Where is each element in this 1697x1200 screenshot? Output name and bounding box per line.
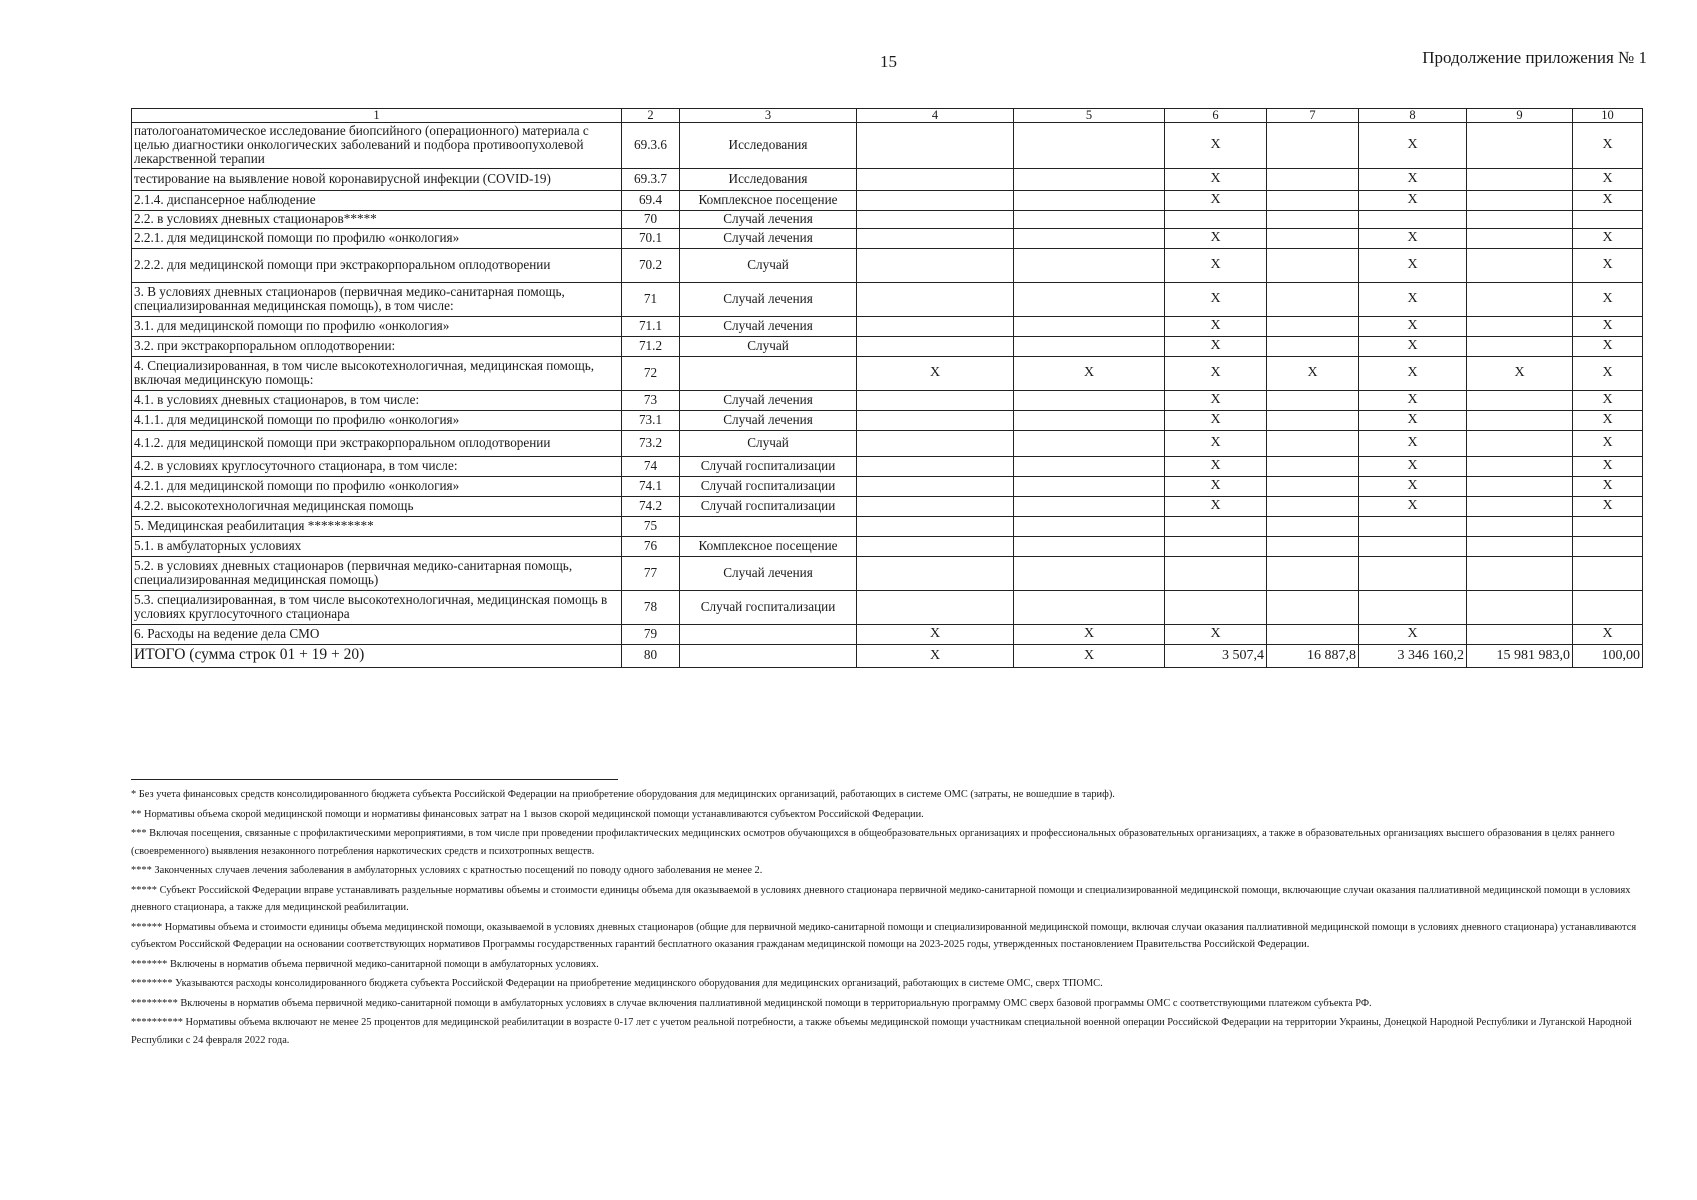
cell-c9 — [1467, 516, 1573, 536]
row-label: 6. Расходы на ведение дела СМО — [132, 624, 622, 644]
cell-c10 — [1573, 536, 1643, 556]
cell-c7 — [1267, 536, 1359, 556]
footnote: ****** Нормативы объема и стоимости единицы объема медицинской помощи, оказываемой в условиях дневных стационаров (общие для первичной медико-санитарной помощи и специализированной медицинской помощи, включая случаи оказания паллиативной медицинской помощи в условиях дневного стационара) устанавливаются субъектом Российской Федерации на основании соответствующих нормативов Программы государственных гарантий бесплатного оказания гражданам медицинской помощи на 2023-2025 годы, утвержденных постановлением Правительства Российской Федерации. — [131, 921, 1637, 950]
column-header: 6 — [1165, 109, 1267, 123]
row-label: 2.2.2. для медицинской помощи при экстракорпоральном оплодотворении — [132, 248, 622, 282]
cell-c4 — [857, 390, 1014, 410]
cell-c7 — [1267, 228, 1359, 248]
cell-c7 — [1267, 496, 1359, 516]
cell-c7 — [1267, 210, 1359, 228]
cell-c9 — [1467, 210, 1573, 228]
cell-c6: X — [1165, 248, 1267, 282]
cell-c6: X — [1165, 168, 1267, 190]
cell-c6: X — [1165, 356, 1267, 390]
row-number: 73.1 — [622, 410, 680, 430]
cell-c4 — [857, 248, 1014, 282]
cell-c5 — [1014, 168, 1165, 190]
cell-c8: X — [1359, 122, 1467, 168]
footnote: ********* Включены в норматив объема первичной медико-санитарной помощи в амбулаторных условиях в случае включения паллиативной медицинской помощи в территориальную программу ОМС сверх базовой программы ОМС с соответствующими платежом субъекта РФ. — [131, 997, 1372, 1009]
cell-c9 — [1467, 624, 1573, 644]
data-table — [131, 108, 1643, 668]
cell-c5 — [1014, 210, 1165, 228]
cell-c5 — [1014, 282, 1165, 316]
row-unit: Случай — [680, 248, 857, 282]
row-unit: Случай лечения — [680, 316, 857, 336]
cell-c8: X — [1359, 476, 1467, 496]
row-unit: Случай лечения — [680, 282, 857, 316]
cell-c8 — [1359, 536, 1467, 556]
cell-c6: X — [1165, 228, 1267, 248]
cell-c7 — [1267, 190, 1359, 210]
table-row — [132, 356, 1643, 390]
cell-c4 — [857, 228, 1014, 248]
row-unit: Случай лечения — [680, 210, 857, 228]
cell-c9 — [1467, 122, 1573, 168]
row-number: 71.1 — [622, 316, 680, 336]
row-number: 75 — [622, 516, 680, 536]
row-number: 72 — [622, 356, 680, 390]
row-number: 78 — [622, 590, 680, 624]
cell-c6 — [1165, 536, 1267, 556]
row-unit: Исследования — [680, 122, 857, 168]
row-label: ИТОГО (сумма строк 01 + 19 + 20) — [132, 644, 622, 667]
cell-c9 — [1467, 456, 1573, 476]
table-row — [132, 516, 1643, 536]
cell-c7: X — [1267, 356, 1359, 390]
cell-c5: X — [1014, 624, 1165, 644]
row-label: 5.2. в условиях дневных стационаров (первичная медико-санитарная помощь, специализированная медицинская помощь) — [132, 556, 622, 590]
cell-c8: X — [1359, 228, 1467, 248]
cell-c6 — [1165, 590, 1267, 624]
row-label: 4.1.2. для медицинской помощи при экстракорпоральном оплодотворении — [132, 430, 622, 456]
cell-c8: 3 346 160,2 — [1359, 644, 1467, 667]
column-header: 7 — [1267, 109, 1359, 123]
cell-c5 — [1014, 390, 1165, 410]
cell-c4 — [857, 210, 1014, 228]
cell-c10: X — [1573, 476, 1643, 496]
cell-c10: X — [1573, 356, 1643, 390]
cell-c6 — [1165, 556, 1267, 590]
cell-c10: X — [1573, 316, 1643, 336]
cell-c7 — [1267, 168, 1359, 190]
row-unit — [680, 356, 857, 390]
cell-c4 — [857, 590, 1014, 624]
cell-c8: X — [1359, 316, 1467, 336]
row-label: 4.1.1. для медицинской помощи по профилю «онкология» — [132, 410, 622, 430]
cell-c8 — [1359, 556, 1467, 590]
cell-c7 — [1267, 590, 1359, 624]
cell-c9: 15 981 983,0 — [1467, 644, 1573, 667]
cell-c6: X — [1165, 336, 1267, 356]
cell-c10 — [1573, 210, 1643, 228]
table-row — [132, 624, 1643, 644]
cell-c6: X — [1165, 496, 1267, 516]
row-number: 73 — [622, 390, 680, 410]
cell-c9 — [1467, 476, 1573, 496]
cell-c4 — [857, 410, 1014, 430]
row-label: 3.2. при экстракорпоральном оплодотворении: — [132, 336, 622, 356]
cell-c7 — [1267, 556, 1359, 590]
cell-c5 — [1014, 476, 1165, 496]
cell-c7 — [1267, 430, 1359, 456]
row-number: 71.2 — [622, 336, 680, 356]
row-unit: Случай лечения — [680, 390, 857, 410]
row-label: 4.1. в условиях дневных стационаров, в том числе: — [132, 390, 622, 410]
cell-c10: X — [1573, 410, 1643, 430]
cell-c5: X — [1014, 644, 1165, 667]
cell-c5 — [1014, 190, 1165, 210]
row-label: 3.1. для медицинской помощи по профилю «онкология» — [132, 316, 622, 336]
row-number: 69.3.6 — [622, 122, 680, 168]
cell-c9 — [1467, 336, 1573, 356]
cell-c4 — [857, 168, 1014, 190]
cell-c9 — [1467, 228, 1573, 248]
row-number: 80 — [622, 644, 680, 667]
row-unit: Случай госпитализации — [680, 476, 857, 496]
cell-c7 — [1267, 456, 1359, 476]
table-row — [132, 122, 1643, 168]
cell-c7 — [1267, 390, 1359, 410]
cell-c8: X — [1359, 336, 1467, 356]
cell-c5 — [1014, 316, 1165, 336]
cell-c10 — [1573, 590, 1643, 624]
footnote: **** Законченных случаев лечения заболевания в амбулаторных условиях с кратностью посещений по поводу одного заболевания не менее 2. — [131, 865, 763, 876]
row-number: 70.1 — [622, 228, 680, 248]
row-label: 4.2.1. для медицинской помощи по профилю «онкология» — [132, 476, 622, 496]
table-row — [132, 556, 1643, 590]
row-unit: Случай — [680, 430, 857, 456]
table-row — [132, 336, 1643, 356]
table-row — [132, 390, 1643, 410]
cell-c10: X — [1573, 282, 1643, 316]
table-header-row — [132, 109, 1643, 123]
cell-c10: X — [1573, 190, 1643, 210]
row-unit: Комплексное посещение — [680, 536, 857, 556]
cell-c10: X — [1573, 336, 1643, 356]
cell-c9 — [1467, 168, 1573, 190]
cell-c4 — [857, 336, 1014, 356]
cell-c9 — [1467, 282, 1573, 316]
cell-c7 — [1267, 316, 1359, 336]
row-unit — [680, 624, 857, 644]
cell-c10: X — [1573, 390, 1643, 410]
cell-c6 — [1165, 516, 1267, 536]
cell-c10 — [1573, 516, 1643, 536]
cell-c9 — [1467, 536, 1573, 556]
row-number: 76 — [622, 536, 680, 556]
cell-c6: X — [1165, 190, 1267, 210]
cell-c10: X — [1573, 248, 1643, 282]
cell-c9 — [1467, 190, 1573, 210]
table-row — [132, 430, 1643, 456]
table-row — [132, 476, 1643, 496]
row-unit — [680, 644, 857, 667]
cell-c5 — [1014, 228, 1165, 248]
cell-c4 — [857, 430, 1014, 456]
row-label: 5. Медицинская реабилитация ********** — [132, 516, 622, 536]
cell-c8: X — [1359, 496, 1467, 516]
row-unit: Случай госпитализации — [680, 496, 857, 516]
cell-c9 — [1467, 430, 1573, 456]
cell-c5 — [1014, 410, 1165, 430]
page-number: 15 — [880, 52, 897, 71]
cell-c5 — [1014, 122, 1165, 168]
row-unit: Случай лечения — [680, 410, 857, 430]
cell-c7 — [1267, 476, 1359, 496]
row-number: 70.2 — [622, 248, 680, 282]
row-number: 74.1 — [622, 476, 680, 496]
cell-c8: X — [1359, 430, 1467, 456]
row-number: 69.4 — [622, 190, 680, 210]
appendix-label: Продолжение приложения № 1 — [1422, 48, 1647, 67]
cell-c6: 3 507,4 — [1165, 644, 1267, 667]
footnote-divider — [131, 779, 618, 780]
row-number: 73.2 — [622, 430, 680, 456]
cell-c8: X — [1359, 248, 1467, 282]
cell-c4: X — [857, 644, 1014, 667]
row-label: 3. В условиях дневных стационаров (первичная медико-санитарная помощь, специализированная медицинская помощь), в том числе: — [132, 282, 622, 316]
row-label: 2.1.4. диспансерное наблюдение — [132, 190, 622, 210]
row-label: 4.2.2. высокотехнологичная медицинская помощь — [132, 496, 622, 516]
cell-c8 — [1359, 516, 1467, 536]
table-row — [132, 316, 1643, 336]
cell-c4 — [857, 516, 1014, 536]
row-unit: Случай лечения — [680, 556, 857, 590]
row-number: 69.3.7 — [622, 168, 680, 190]
table-row — [132, 248, 1643, 282]
cell-c8: X — [1359, 356, 1467, 390]
row-unit: Случай лечения — [680, 228, 857, 248]
cell-c10: X — [1573, 456, 1643, 476]
cell-c10: X — [1573, 430, 1643, 456]
cell-c8 — [1359, 210, 1467, 228]
cell-c7 — [1267, 336, 1359, 356]
cell-c7 — [1267, 410, 1359, 430]
cell-c8: X — [1359, 282, 1467, 316]
footnote: ******** Указываются расходы консолидированного бюджета субъекта Российской Федерации на приобретение медицинского оборудования для медицинских организаций, работающих в системе ОМС, сверх ТПОМС. — [131, 978, 1103, 989]
column-header: 3 — [680, 109, 857, 123]
cell-c5 — [1014, 430, 1165, 456]
row-number: 79 — [622, 624, 680, 644]
cell-c7 — [1267, 248, 1359, 282]
cell-c4 — [857, 316, 1014, 336]
cell-c4 — [857, 190, 1014, 210]
cell-c6: X — [1165, 390, 1267, 410]
row-label: 4. Специализированная, в том числе высокотехнологичная, медицинская помощь, включая медицинскую помощь: — [132, 356, 622, 390]
cell-c5 — [1014, 496, 1165, 516]
row-unit: Случай госпитализации — [680, 456, 857, 476]
cell-c5 — [1014, 336, 1165, 356]
cell-c7 — [1267, 282, 1359, 316]
table-row — [132, 210, 1643, 228]
row-number: 74 — [622, 456, 680, 476]
cell-c5 — [1014, 456, 1165, 476]
cell-c7: 16 887,8 — [1267, 644, 1359, 667]
cell-c5: X — [1014, 356, 1165, 390]
column-header: 5 — [1014, 109, 1165, 123]
cell-c8: X — [1359, 190, 1467, 210]
cell-c8: X — [1359, 410, 1467, 430]
cell-c10: X — [1573, 122, 1643, 168]
cell-c6: X — [1165, 430, 1267, 456]
cell-c9: X — [1467, 356, 1573, 390]
cell-c6: X — [1165, 410, 1267, 430]
row-number: 71 — [622, 282, 680, 316]
column-header: 4 — [857, 109, 1014, 123]
row-number: 74.2 — [622, 496, 680, 516]
cell-c10: X — [1573, 496, 1643, 516]
cell-c4 — [857, 556, 1014, 590]
table-row — [132, 410, 1643, 430]
cell-c9 — [1467, 556, 1573, 590]
cell-c6: X — [1165, 476, 1267, 496]
footnote: ********** Нормативы объема включают не менее 25 процентов для медицинской реабилитации в возрасте 0-17 лет с учетом реальной потребности, а также объемы медицинской помощи участникам специальной военной операции Российской Федерации на территории Украины, Донецкой Народной Республики и Луганской Народной Республики с 24 февраля 2022 года. — [131, 1017, 1632, 1046]
cell-c4 — [857, 496, 1014, 516]
table-row — [132, 590, 1643, 624]
cell-c9 — [1467, 316, 1573, 336]
cell-c7 — [1267, 624, 1359, 644]
table-row — [132, 190, 1643, 210]
row-label: 2.2. в условиях дневных стационаров***** — [132, 210, 622, 228]
cell-c4 — [857, 122, 1014, 168]
cell-c9 — [1467, 248, 1573, 282]
cell-c10: X — [1573, 624, 1643, 644]
cell-c8: X — [1359, 390, 1467, 410]
cell-c8: X — [1359, 168, 1467, 190]
cell-c5 — [1014, 556, 1165, 590]
table-row — [132, 168, 1643, 190]
row-unit: Комплексное посещение — [680, 190, 857, 210]
cell-c10: 100,00 — [1573, 644, 1643, 667]
table-row — [132, 228, 1643, 248]
row-label: 5.3. специализированная, в том числе высокотехнологичная, медицинская помощь в условиях круглосуточного стационара — [132, 590, 622, 624]
column-header: 10 — [1573, 109, 1643, 123]
cell-c10 — [1573, 556, 1643, 590]
row-number: 70 — [622, 210, 680, 228]
cell-c6: X — [1165, 282, 1267, 316]
cell-c4 — [857, 476, 1014, 496]
cell-c8 — [1359, 590, 1467, 624]
row-label: тестирование на выявление новой коронавирусной инфекции (COVID-19) — [132, 168, 622, 190]
cell-c5 — [1014, 516, 1165, 536]
cell-c10: X — [1573, 228, 1643, 248]
row-label: 2.2.1. для медицинской помощи по профилю «онкология» — [132, 228, 622, 248]
cell-c7 — [1267, 122, 1359, 168]
table-row — [132, 282, 1643, 316]
row-label: 4.2. в условиях круглосуточного стационара, в том числе: — [132, 456, 622, 476]
footnote: ******* Включены в норматив объема первичной медико-санитарной помощи в амбулаторных условиях. — [131, 958, 599, 970]
cell-c4: X — [857, 356, 1014, 390]
row-number: 77 — [622, 556, 680, 590]
cell-c6 — [1165, 210, 1267, 228]
cell-c9 — [1467, 390, 1573, 410]
cell-c4 — [857, 456, 1014, 476]
cell-c4 — [857, 282, 1014, 316]
cell-c8: X — [1359, 456, 1467, 476]
footnote: * Без учета финансовых средств консолидированного бюджета субъекта Российской Федерации на приобретение оборудования для медицинских организаций, работающих в системе ОМС (затраты, не вошедшие в тариф). — [131, 789, 1115, 800]
row-unit — [680, 516, 857, 536]
table-row — [132, 644, 1643, 667]
cell-c6: X — [1165, 456, 1267, 476]
footnote: ***** Субъект Российской Федерации вправе устанавливать раздельные нормативы объемы и стоимости единицы объема для оказываемой в условиях дневного стационара первичной медико-санитарной помощи и специализированной медицинской помощи, включающие случаи оказания паллиативной медицинской помощи в условиях дневного стационара, а также для медицинской реабилитации. — [131, 884, 1631, 913]
cell-c4 — [857, 536, 1014, 556]
cell-c5 — [1014, 536, 1165, 556]
table-row — [132, 496, 1643, 516]
cell-c6: X — [1165, 624, 1267, 644]
column-header: 2 — [622, 109, 680, 123]
cell-c9 — [1467, 590, 1573, 624]
column-header: 1 — [132, 109, 622, 123]
row-unit: Случай госпитализации — [680, 590, 857, 624]
cell-c5 — [1014, 590, 1165, 624]
footnote: *** Включая посещения, связанные с профилактическими мероприятиями, в том числе при проведении профилактических медицинских осмотров обучающихся в общеобразовательных организациях и профессиональных образовательных организациях, а также в образовательных организациях высшего образования в целях раннего (своевременного) выявления незаконного потребления наркотических средств и психотропных веществ. — [131, 828, 1615, 857]
cell-c7 — [1267, 516, 1359, 536]
cell-c6: X — [1165, 316, 1267, 336]
column-header: 8 — [1359, 109, 1467, 123]
cell-c10: X — [1573, 168, 1643, 190]
cell-c6: X — [1165, 122, 1267, 168]
row-unit: Случай — [680, 336, 857, 356]
footnote: ** Нормативы объема скорой медицинской помощи и нормативы финансовых затрат на 1 вызов скорой медицинской помощи устанавливаются субъектом Российской Федерации. — [131, 808, 924, 820]
row-unit: Исследования — [680, 168, 857, 190]
table-row — [132, 536, 1643, 556]
cell-c4: X — [857, 624, 1014, 644]
row-label: патологоанатомическое исследование биопсийного (операционного) материала с целью диагностики онкологических заболеваний и подбора противоопухолевой лекарственной терапии — [132, 122, 622, 168]
column-header: 9 — [1467, 109, 1573, 123]
row-label: 5.1. в амбулаторных условиях — [132, 536, 622, 556]
table-row — [132, 456, 1643, 476]
footnotes-section — [131, 786, 1641, 1051]
cell-c9 — [1467, 410, 1573, 430]
cell-c8: X — [1359, 624, 1467, 644]
cell-c9 — [1467, 496, 1573, 516]
cell-c5 — [1014, 248, 1165, 282]
